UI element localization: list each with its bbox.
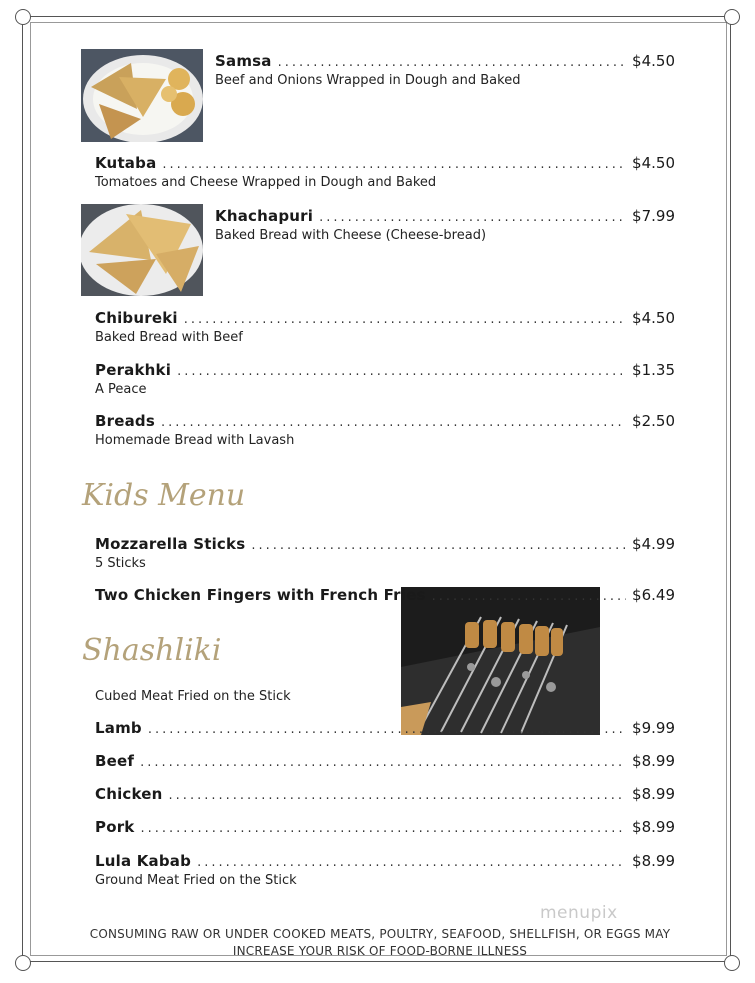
shashliki-note: Cubed Meat Fried on the Stick <box>95 689 291 704</box>
item-name: Pork <box>95 818 135 836</box>
item-price: $8.99 <box>632 818 675 836</box>
menu-item-lula-kabab <box>95 852 675 888</box>
item-price: $4.50 <box>632 52 675 70</box>
menu-item-chibureki <box>95 309 675 345</box>
item-description: Tomatoes and Cheese Wrapped in Dough and Baked <box>95 175 437 190</box>
item-name: Two Chicken Fingers with French Fries <box>95 586 426 604</box>
menu-item-perakhki <box>95 361 675 397</box>
item-price: $8.99 <box>632 852 675 870</box>
shashliki-heading: Shashliki <box>82 633 222 668</box>
corner-ornament <box>724 955 740 971</box>
menu-item-chicken <box>95 785 675 805</box>
shashliki-photo <box>401 587 600 735</box>
item-description: A Peace <box>95 382 147 397</box>
item-name: Mozzarella Sticks <box>95 535 246 553</box>
disclaimer-line: CONSUMING RAW OR UNDER COOKED MEATS, POULTRY, SEAFOOD, SHELLFISH, OR EGGS MAY <box>89 927 671 941</box>
corner-ornament <box>15 9 31 25</box>
item-price: $7.99 <box>632 207 675 225</box>
item-description: Baked Bread with Cheese (Cheese-bread) <box>215 228 487 243</box>
item-name: Beef <box>95 752 135 770</box>
item-price: $8.99 <box>632 752 675 770</box>
corner-ornament <box>724 9 740 25</box>
menu-item-chicken-fingers <box>95 586 675 606</box>
samsa-photo <box>81 49 203 142</box>
item-price: $6.49 <box>632 586 675 604</box>
item-description: 5 Sticks <box>95 556 146 571</box>
menupix-watermark: menupix <box>540 903 618 923</box>
item-name: Khachapuri <box>215 207 314 225</box>
item-name: Lula Kabab <box>95 852 192 870</box>
menu-item-samsa <box>215 52 675 88</box>
item-price: $4.50 <box>632 154 675 172</box>
disclaimer-line: INCREASE YOUR RISK OF FOOD-BORNE ILLNESS <box>232 944 528 958</box>
food-safety-disclaimer <box>60 926 700 960</box>
khachapuri-photo <box>81 204 203 296</box>
item-description: Baked Bread with Beef <box>95 330 243 345</box>
kids-menu-heading: Kids Menu <box>82 478 246 513</box>
menu-item-pork <box>95 818 675 838</box>
menu-item-mozzarella-sticks <box>95 535 675 571</box>
corner-ornament <box>15 955 31 971</box>
item-description: Beef and Onions Wrapped in Dough and Baked <box>215 73 521 88</box>
menu-item-kutaba <box>95 154 675 190</box>
item-name: Samsa <box>215 52 272 70</box>
item-price: $4.50 <box>632 309 675 327</box>
item-price: $1.35 <box>632 361 675 379</box>
item-description: Ground Meat Fried on the Stick <box>95 873 297 888</box>
item-name: Chibureki <box>95 309 178 327</box>
menu-item-lamb <box>95 719 675 739</box>
item-price: $8.99 <box>632 785 675 803</box>
item-price: $4.99 <box>632 535 675 553</box>
item-name: Chicken <box>95 785 163 803</box>
menu-item-breads <box>95 412 675 448</box>
item-name: Kutaba <box>95 154 157 172</box>
item-price: $2.50 <box>632 412 675 430</box>
menu-item-beef <box>95 752 675 772</box>
item-name: Breads <box>95 412 155 430</box>
item-price: $9.99 <box>632 719 675 737</box>
item-name: Perakhki <box>95 361 172 379</box>
menu-item-khachapuri <box>215 207 675 243</box>
item-name: Lamb <box>95 719 142 737</box>
item-description: Homemade Bread with Lavash <box>95 433 295 448</box>
